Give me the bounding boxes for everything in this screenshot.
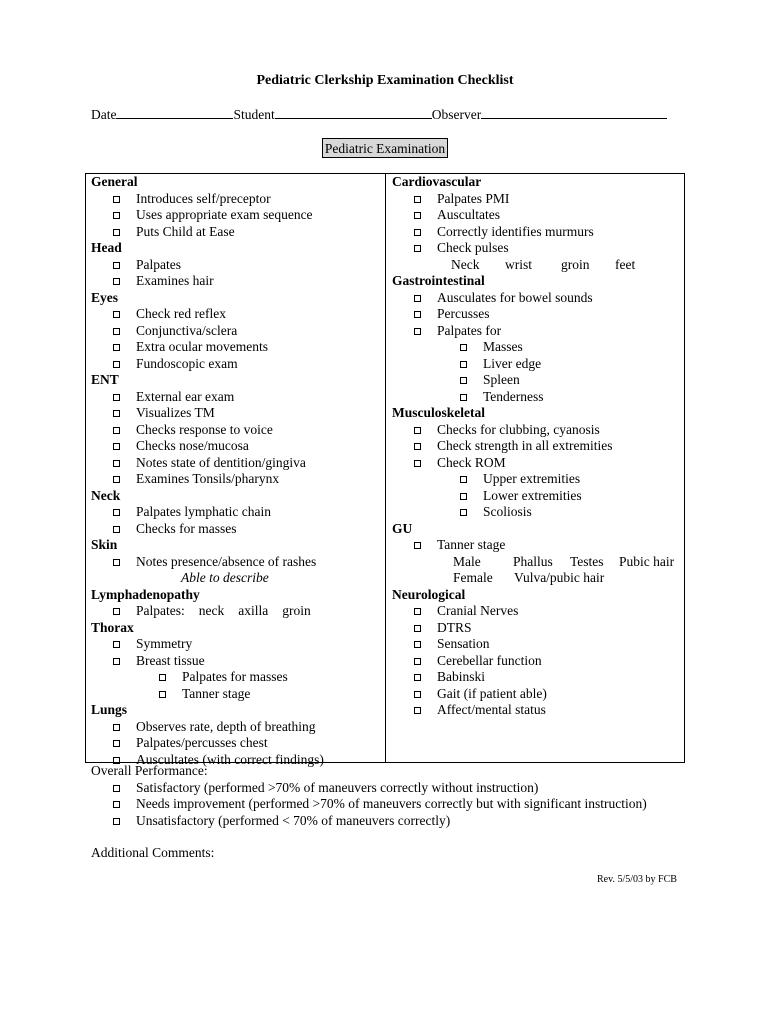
checklist-item[interactable]: Check pulses [392, 240, 682, 257]
checklist-subitem[interactable]: Tanner stage [91, 686, 381, 703]
checklist-item[interactable]: Notes state of dentition/gingiva [91, 455, 381, 472]
checkbox[interactable] [414, 625, 421, 632]
rating-option[interactable]: Needs improvement (performed >70% of maneuvers correctly but with significant instruction) [91, 796, 691, 813]
skin-note: Able to describe [181, 570, 269, 585]
section-eyes: Eyes [91, 289, 118, 305]
checkbox[interactable] [414, 295, 421, 302]
header-fields [91, 106, 681, 123]
checkbox[interactable] [113, 361, 120, 368]
checklist-item[interactable]: Notes presence/absence of rashes [91, 554, 381, 571]
checkbox[interactable] [414, 245, 421, 252]
checklist-item[interactable]: Observes rate, depth of breathing [91, 719, 381, 736]
checklist-subitem[interactable]: Palpates for masses [91, 669, 381, 686]
checklist-item[interactable]: Puts Child at Ease [91, 224, 381, 241]
checkbox[interactable] [113, 559, 120, 566]
checkbox[interactable] [113, 785, 120, 792]
checklist-subitem[interactable]: Spleen [392, 372, 682, 389]
checklist-subitem[interactable]: Lower extremities [392, 488, 682, 505]
checklist-item[interactable]: Introduces self/preceptor [91, 191, 381, 208]
checkbox[interactable] [113, 262, 120, 269]
checklist-item[interactable]: Visualizes TM [91, 405, 381, 422]
observer-label: Observer [431, 107, 482, 122]
checklist-item[interactable]: Gait (if patient able) [392, 686, 682, 703]
section-neurological: Neurological [392, 586, 466, 602]
checkbox[interactable] [113, 608, 120, 615]
checklist-item[interactable]: Cerebellar function [392, 653, 682, 670]
checklist-item[interactable]: DTRS [392, 620, 682, 637]
checkbox[interactable] [414, 707, 421, 714]
checklist-item[interactable]: Affect/mental status [392, 702, 682, 719]
checkbox[interactable] [460, 344, 467, 351]
additional-comments-label: Additional Comments: [91, 845, 215, 860]
date-label: Date [91, 107, 117, 122]
checklist-item[interactable]: Fundoscopic exam [91, 356, 381, 373]
left-column [91, 174, 381, 768]
section-thorax: Thorax [91, 619, 134, 635]
section-lungs: Lungs [91, 702, 128, 717]
checklist-item[interactable]: Check red reflex [91, 306, 381, 323]
checklist-item[interactable]: Checks response to voice [91, 422, 381, 439]
checkbox[interactable] [460, 361, 467, 368]
checklist-item[interactable]: Babinski [392, 669, 682, 686]
checkbox[interactable] [113, 460, 120, 467]
tanner-female-row: Female Vulva/pubic hair [453, 570, 605, 585]
student-field[interactable] [275, 106, 432, 119]
checkbox[interactable] [113, 328, 120, 335]
checkbox[interactable] [414, 212, 421, 219]
checkbox[interactable] [460, 509, 467, 516]
checkbox[interactable] [113, 724, 120, 731]
section-skin: Skin [91, 537, 118, 552]
right-column [392, 174, 682, 719]
checkbox[interactable] [113, 212, 120, 219]
checklist-subitem[interactable]: Liver edge [392, 356, 682, 373]
checkbox[interactable] [414, 641, 421, 648]
checkbox[interactable] [159, 674, 166, 681]
checkbox[interactable] [113, 818, 120, 825]
checkbox[interactable] [414, 427, 421, 434]
checkbox[interactable] [460, 394, 467, 401]
checklist-item[interactable]: Symmetry [91, 636, 381, 653]
date-field[interactable] [116, 106, 233, 119]
overall-performance [91, 763, 691, 829]
checkbox[interactable] [113, 278, 120, 285]
checkbox[interactable] [113, 427, 120, 434]
checklist-item[interactable]: Checks nose/mucosa [91, 438, 381, 455]
checkbox[interactable] [113, 476, 120, 483]
checklist-subitem[interactable]: Tenderness [392, 389, 682, 406]
checklist-item[interactable]: Examines Tonsils/pharynx [91, 471, 381, 488]
checklist-item[interactable]: Examines hair [91, 273, 381, 290]
checkbox[interactable] [414, 196, 421, 203]
checkbox[interactable] [113, 526, 120, 533]
checkbox[interactable] [113, 801, 120, 808]
checkbox[interactable] [113, 509, 120, 516]
checkbox[interactable] [414, 328, 421, 335]
section-neck: Neck [91, 487, 121, 503]
checkbox[interactable] [460, 377, 467, 384]
rating-option[interactable]: Satisfactory (performed >70% of maneuvers correctly without instruction) [91, 780, 691, 797]
section-gu: GU [392, 520, 413, 536]
checklist-item[interactable]: External ear exam [91, 389, 381, 406]
checklist-subitem[interactable]: Masses [392, 339, 682, 356]
checkbox[interactable] [414, 311, 421, 318]
checklist-subitem[interactable]: Scoliosis [392, 504, 682, 521]
checkbox[interactable] [414, 460, 421, 467]
observer-field[interactable] [481, 106, 667, 119]
checklist-item[interactable]: Tanner stage [392, 537, 682, 554]
checklist-item[interactable]: Check strength in all extremities [392, 438, 682, 455]
checklist-item[interactable]: Auscultates (with correct findings) [91, 752, 381, 769]
checklist-item[interactable]: Checks for clubbing, cyanosis [392, 422, 682, 439]
checklist-item[interactable]: Sensation [392, 636, 682, 653]
section-musculoskeletal: Musculoskeletal [392, 405, 485, 420]
checkbox[interactable] [414, 229, 421, 236]
pediatric-examination-button[interactable]: Pediatric Examination [322, 138, 448, 158]
checklist-item[interactable]: Palpates for [392, 323, 682, 340]
checklist-subitem[interactable]: Upper extremities [392, 471, 682, 488]
checkbox[interactable] [159, 691, 166, 698]
checklist-item[interactable]: Auscultates [392, 207, 682, 224]
checklist-item[interactable]: Palpates/percusses chest [91, 735, 381, 752]
checkbox[interactable] [113, 740, 120, 747]
checklist-item[interactable]: Checks for masses [91, 521, 381, 538]
checklist-item[interactable]: Check ROM [392, 455, 682, 472]
checkbox[interactable] [113, 344, 120, 351]
checkbox[interactable] [414, 443, 421, 450]
checkbox[interactable] [113, 229, 120, 236]
checkbox[interactable] [414, 608, 421, 615]
checklist-item[interactable]: Palpates lymphatic chain [91, 504, 381, 521]
student-label: Student [233, 107, 275, 122]
checkbox[interactable] [414, 674, 421, 681]
checklist-item[interactable]: Extra ocular movements [91, 339, 381, 356]
section-general: General [91, 174, 138, 189]
checklist-item[interactable]: Palpates PMI [392, 191, 682, 208]
checklist-item[interactable]: Palpates: neck axilla groin [91, 603, 381, 620]
checkbox[interactable] [113, 196, 120, 203]
checkbox[interactable] [113, 394, 120, 401]
section-cardiovascular: Cardiovascular [392, 174, 482, 189]
checkbox[interactable] [414, 542, 421, 549]
checklist-item[interactable]: Conjunctiva/sclera [91, 323, 381, 340]
section-lymphadenopathy: Lymphadenopathy [91, 586, 200, 602]
tanner-male-row: Male Phallus Testes Pubic hair [453, 553, 675, 569]
section-ent: ENT [91, 372, 119, 387]
revision-note: Rev. 5/5/03 by FCB [597, 874, 677, 885]
overall-title: Overall Performance: [91, 763, 208, 778]
checklist-item[interactable]: Breast tissue [91, 653, 381, 670]
checkbox[interactable] [113, 641, 120, 648]
column-divider [385, 173, 386, 763]
checkbox[interactable] [414, 658, 421, 665]
rating-option[interactable]: Unsatisfactory (performed < 70% of maneuvers correctly) [91, 813, 691, 830]
checklist-item[interactable]: Ausculates for bowel sounds [392, 290, 682, 307]
section-head: Head [91, 240, 122, 255]
section-gastrointestinal: Gastrointestinal [392, 273, 485, 288]
checklist-item[interactable]: Correctly identifies murmurs [392, 224, 682, 241]
checklist-item[interactable]: Uses appropriate exam sequence [91, 207, 381, 224]
page-title: Pediatric Clerkship Examination Checklist [256, 73, 514, 88]
checkbox[interactable] [113, 311, 120, 318]
checkbox[interactable] [460, 476, 467, 483]
checkbox[interactable] [414, 691, 421, 698]
pulse-sites: Neck wrist groin feet [451, 256, 636, 272]
checkbox[interactable] [113, 410, 120, 417]
checkbox[interactable] [113, 658, 120, 665]
checkbox[interactable] [460, 493, 467, 500]
checklist-item[interactable]: Cranial Nerves [392, 603, 682, 620]
checkbox[interactable] [113, 443, 120, 450]
checklist-item[interactable]: Percusses [392, 306, 682, 323]
checklist-item[interactable]: Palpates [91, 257, 381, 274]
